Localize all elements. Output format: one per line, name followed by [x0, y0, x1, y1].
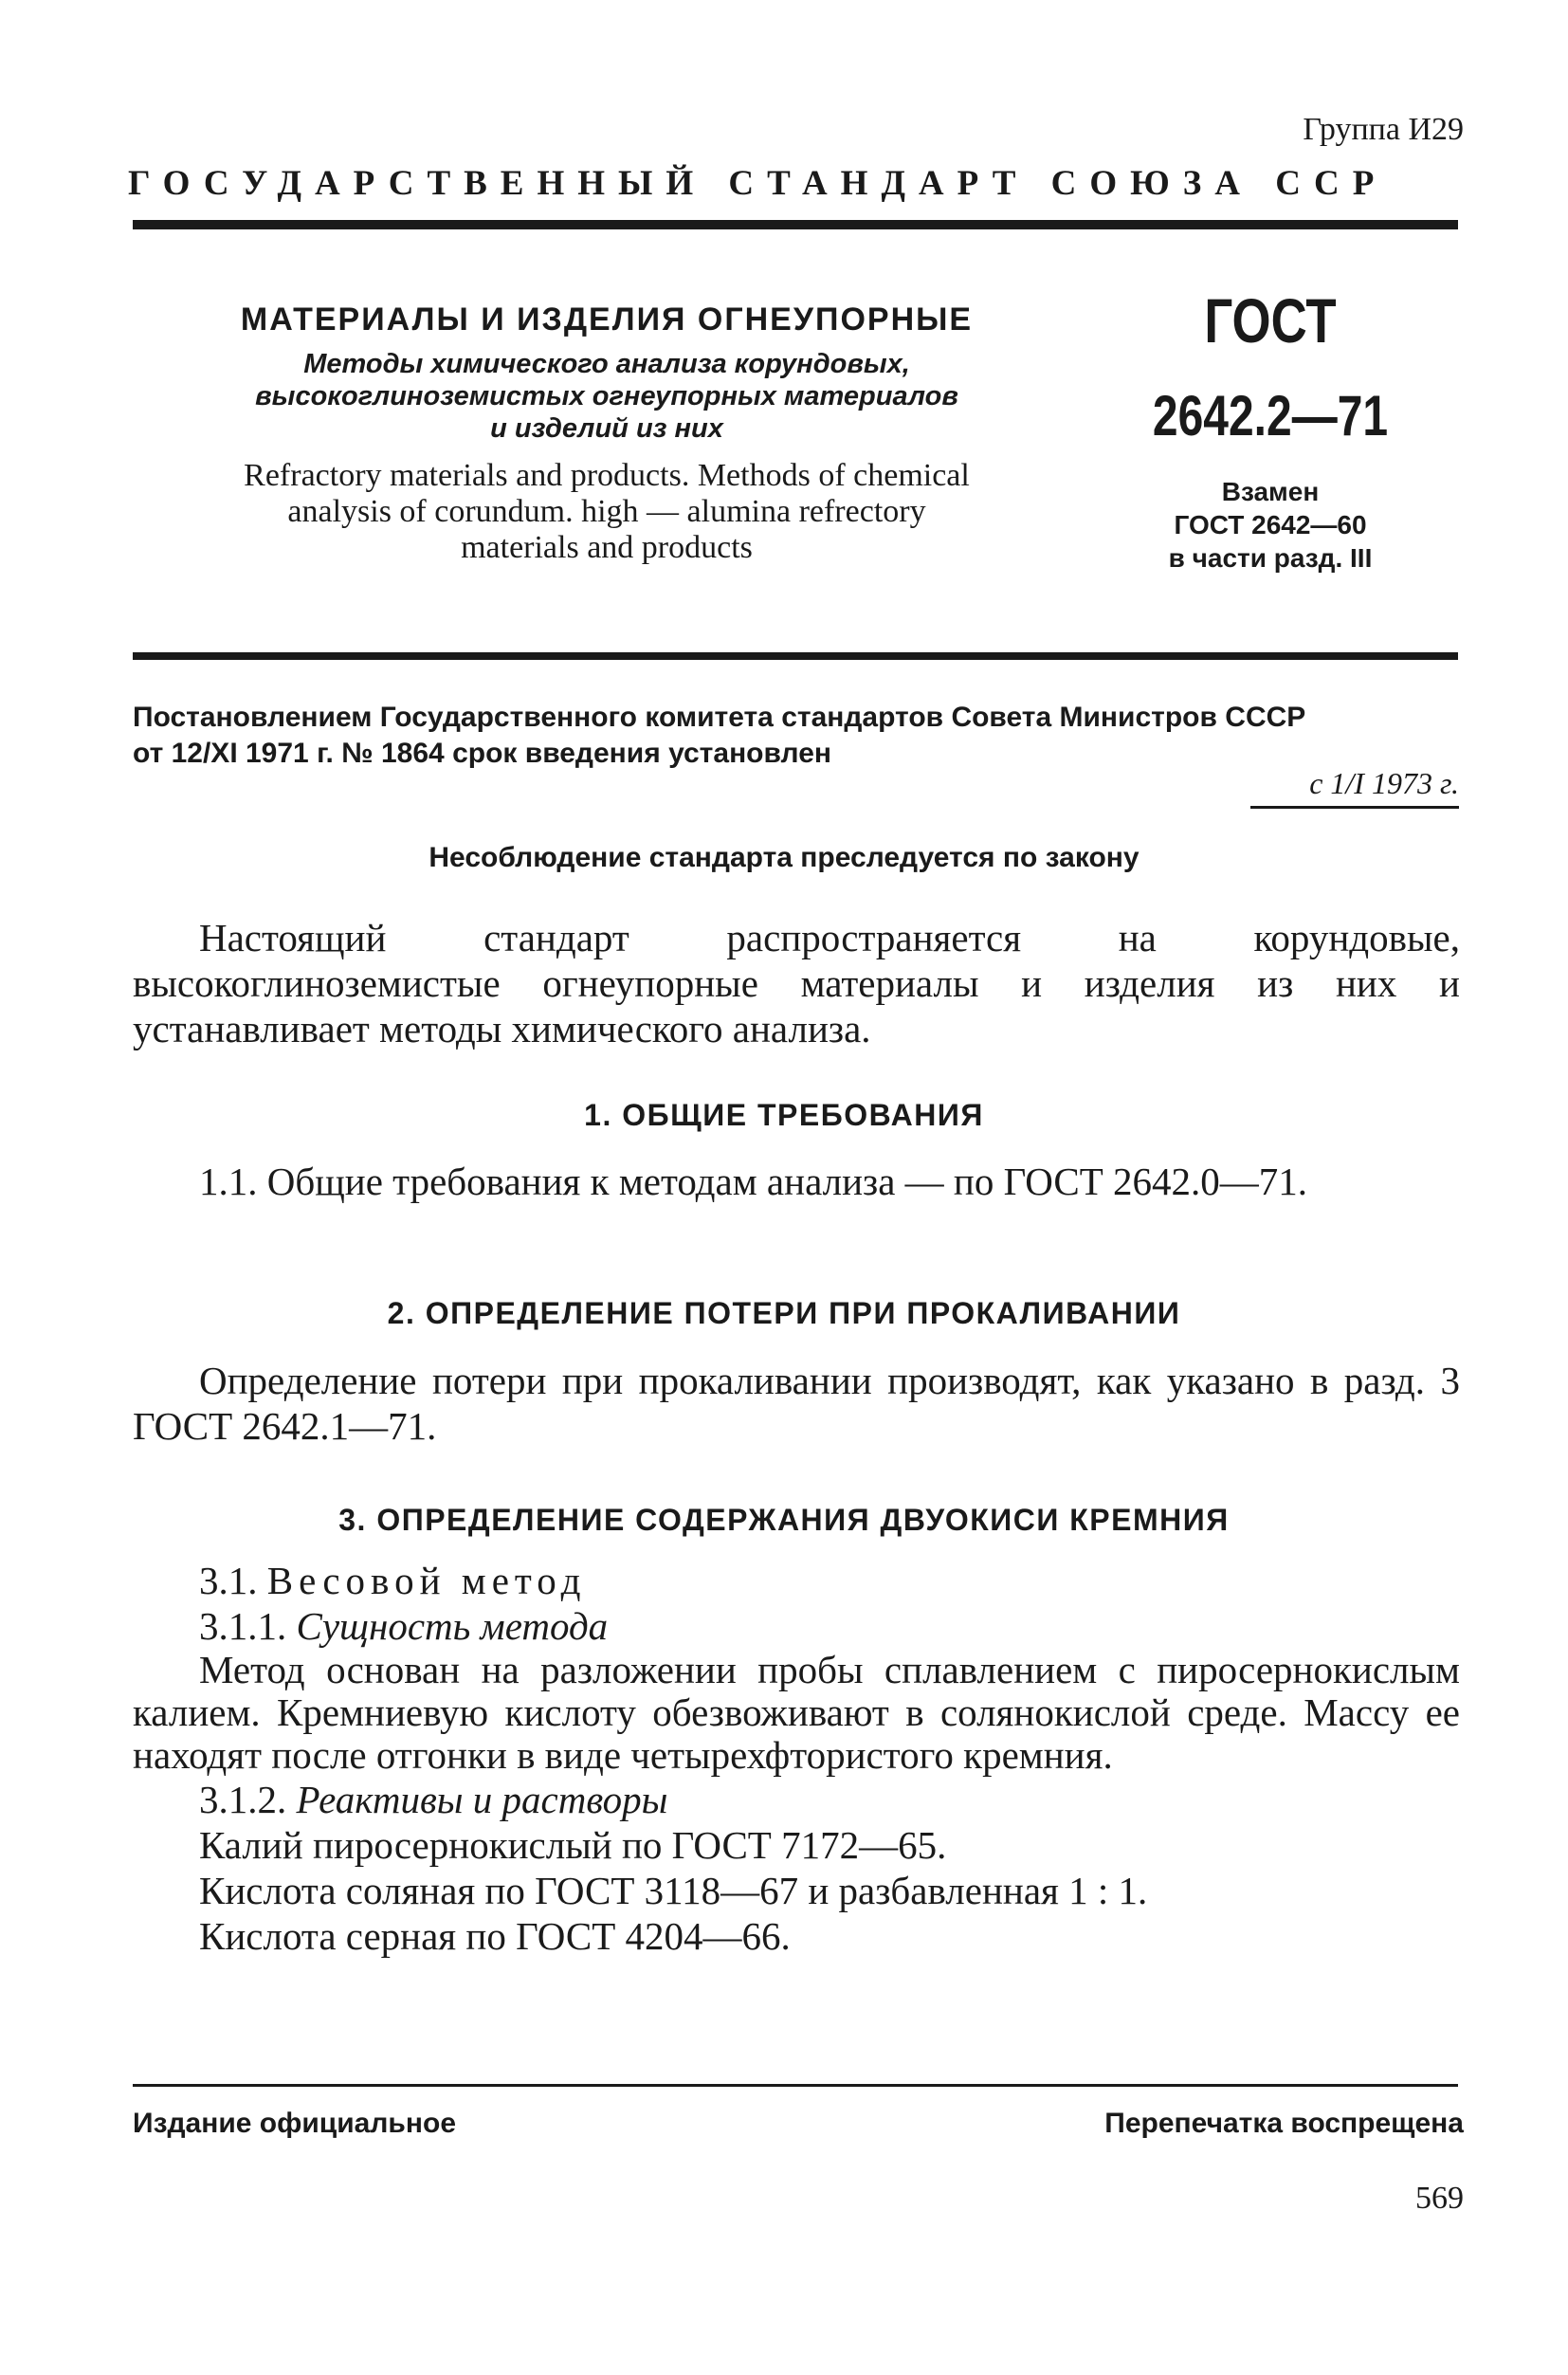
intro-text: Настоящий стандарт распространяется на корундовые, высокоглиноземистые огнеупорные материалы и изделия из них и устанавливает методы химического анализа.	[133, 916, 1460, 1050]
replace-line-3: в части разд. III	[1168, 543, 1373, 573]
gost-label: ГОСТ	[1204, 285, 1337, 356]
decree-text	[133, 700, 1460, 772]
subtitle-line-3: и изделий из них	[490, 413, 723, 444]
effective-date: с 1/I 1973 г.	[1309, 766, 1459, 800]
footer-rule	[133, 2084, 1458, 2087]
reagent-1: Калий пиросернокислый по ГОСТ 7172—65.	[199, 1823, 947, 1867]
edition-note: Издание официальное	[133, 2108, 457, 2139]
section-2-text: Определение потери при прокаливании производят, как указано в разд. 3 ГОСТ 2642.1—71.	[133, 1359, 1460, 1448]
section-1-1	[133, 1159, 1460, 1204]
decree-line-2: от 12/XI 1971 г. № 1864 срок введения установлен	[133, 738, 832, 769]
date-underline	[1250, 806, 1459, 809]
replace-line-2: ГОСТ 2642—60	[1174, 510, 1367, 539]
gost-box	[1090, 284, 1450, 575]
section-2-title: 2. ОПРЕДЕЛЕНИЕ ПОТЕРИ ПРИ ПРОКАЛИВАНИИ	[387, 1296, 1181, 1330]
english-line-1: Refractory materials and products. Methods of chemical	[244, 458, 970, 493]
reagent-3: Кислота серная по ГОСТ 4204—66.	[199, 1914, 791, 1958]
english-line-2: analysis of corundum. high — alumina refrectory	[287, 494, 926, 529]
title-block	[133, 301, 1081, 566]
section-2-body	[133, 1358, 1460, 1449]
intro-paragraph	[133, 915, 1460, 1051]
title-rule	[133, 652, 1458, 660]
method-description: Метод основан на разложении пробы сплавлением с пиросернокислым калием. Кремниевую кислоту обезвоживают в солянокислой среде. Массу ее находят после отгонки в виде четырехфтористого кремния.	[133, 1648, 1460, 1777]
section-3-body	[133, 1558, 1460, 1959]
item-3-1-title: Весовой метод	[266, 1559, 587, 1602]
subtitle-line-2: высокоглиноземистых огнеупорных материалов	[255, 381, 958, 411]
section-3-title: 3. ОПРЕДЕЛЕНИЕ СОДЕРЖАНИЯ ДВУОКИСИ КРЕМНИЯ	[338, 1503, 1230, 1537]
header-rule	[133, 220, 1458, 229]
english-line-3: materials and products	[461, 530, 753, 565]
reprint-note: Перепечатка воспрещена	[1104, 2108, 1464, 2139]
replace-line-1: Взамен	[1221, 477, 1320, 506]
state-standard-heading: ГОСУДАРСТВЕННЫЙ СТАНДАРТ СОЮЗА ССР	[128, 164, 1388, 203]
page-number: 569	[1415, 2181, 1464, 2216]
item-3-1	[133, 1558, 1460, 1603]
reagent-2: Кислота соляная по ГОСТ 3118—67 и разбавленная 1 : 1.	[199, 1869, 1148, 1912]
item-3-1-num: 3.1.	[199, 1559, 258, 1602]
section-1-1-text: 1.1. Общие требования к методам анализа — по ГОСТ 2642.0—71.	[199, 1160, 1308, 1203]
replacement-note	[1090, 475, 1450, 575]
decree-line-1: Постановлением Государственного комитета стандартов Совета Министров СССР	[133, 702, 1306, 733]
english-title	[133, 458, 1081, 566]
gost-number: 2642.2—71	[1152, 384, 1389, 448]
item-3-1-2-title: Реактивы и растворы	[296, 1778, 668, 1821]
item-3-1-2-num: 3.1.2.	[199, 1778, 287, 1821]
item-3-1-2	[133, 1777, 1460, 1822]
item-3-1-1-title: Сущность метода	[296, 1604, 609, 1648]
item-3-1-1	[133, 1603, 1460, 1649]
item-3-1-1-num: 3.1.1.	[199, 1604, 287, 1648]
subtitle-line-1: Методы химического анализа корундовых,	[303, 349, 910, 379]
group-code: Группа И29	[1303, 112, 1464, 147]
section-1-title: 1. ОБЩИЕ ТРЕБОВАНИЯ	[584, 1098, 984, 1132]
document-title: МАТЕРИАЛЫ И ИЗДЕЛИЯ ОГНЕУПОРНЫЕ	[240, 301, 974, 338]
law-notice: Несоблюдение стандарта преследуется по закону	[428, 842, 1140, 873]
